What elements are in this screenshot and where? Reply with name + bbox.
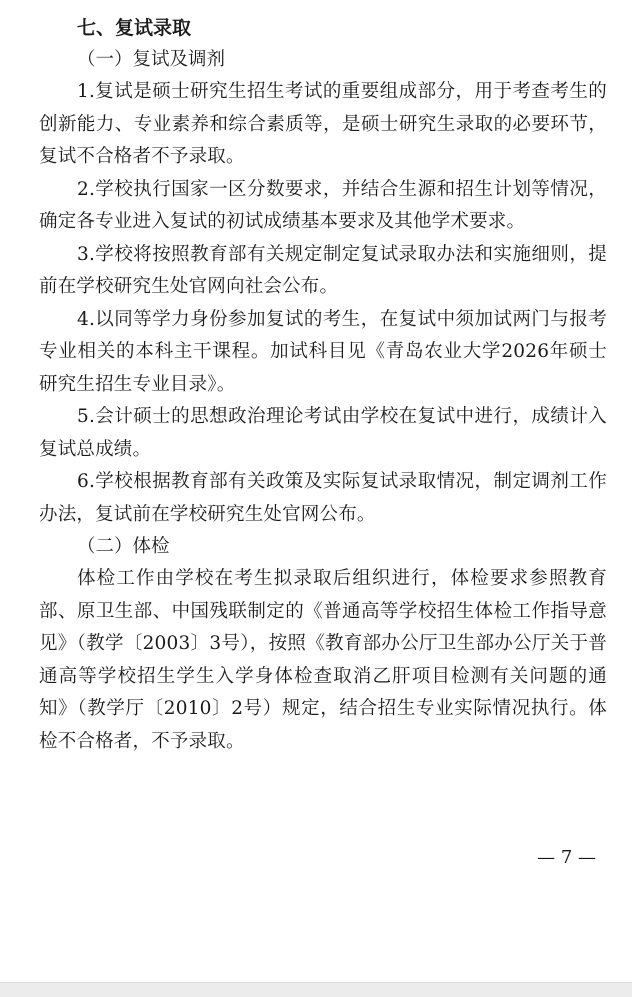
paragraph-physical-exam: 体检工作由学校在考生拟录取后组织进行，体检要求参照教育部、原卫生部、中国残联制定的《普通高等学校招生体检工作指导意见》（教学〔2003〕3号），按照《教育部办公厅卫生部办公厅关于普通高等学校招生学生入学身体检查取消乙肝项目检测有关问题的通知》（教学厅〔2010〕2号）规定，结合招生专业实际情况执行。体检不合格者，不予录取。 (39, 568, 607, 752)
paragraph-1: 1.复试是硕士研究生招生考试的重要组成部分，用于考查考生的创新能力、专业素养和综合素质等，是硕士研究生录取的必要环节，复试不合格者不予录取。 (39, 81, 607, 167)
page-number: — 7 — (537, 847, 596, 868)
document-content (39, 12, 607, 758)
section-title: 七、复试录取 (77, 17, 192, 39)
viewer-bottom-bar (0, 982, 632, 997)
paragraph-2: 2.学校执行国家一区分数要求，并结合生源和招生计划等情况，确定各专业进入复试的初试成绩基本要求及其他学术要求。 (39, 178, 607, 232)
paragraph-6: 6.学校根据教育部有关政策及实际复试录取情况，制定调剂工作办法，复试前在学校研究生处官网公布。 (39, 471, 607, 525)
subsection-title-physical-exam: （二）体检 (77, 536, 170, 557)
paragraph-4: 4.以同等学力身份参加复试的考生，在复试中须加试两门与报考专业相关的本科主干课程。加试科目见《青岛农业大学2026年硕士研究生招生专业目录》。 (39, 308, 607, 395)
paragraph-3: 3.学校将按照教育部有关规定制定复试录取办法和实施细则，提前在学校研究生处官网向社会公布。 (39, 243, 607, 297)
paragraph-5: 5.会计硕士的思想政治理论考试由学校在复试中进行，成绩计入复试总成绩。 (39, 406, 607, 460)
subsection-title-retest: （一）复试及调剂 (77, 49, 226, 70)
